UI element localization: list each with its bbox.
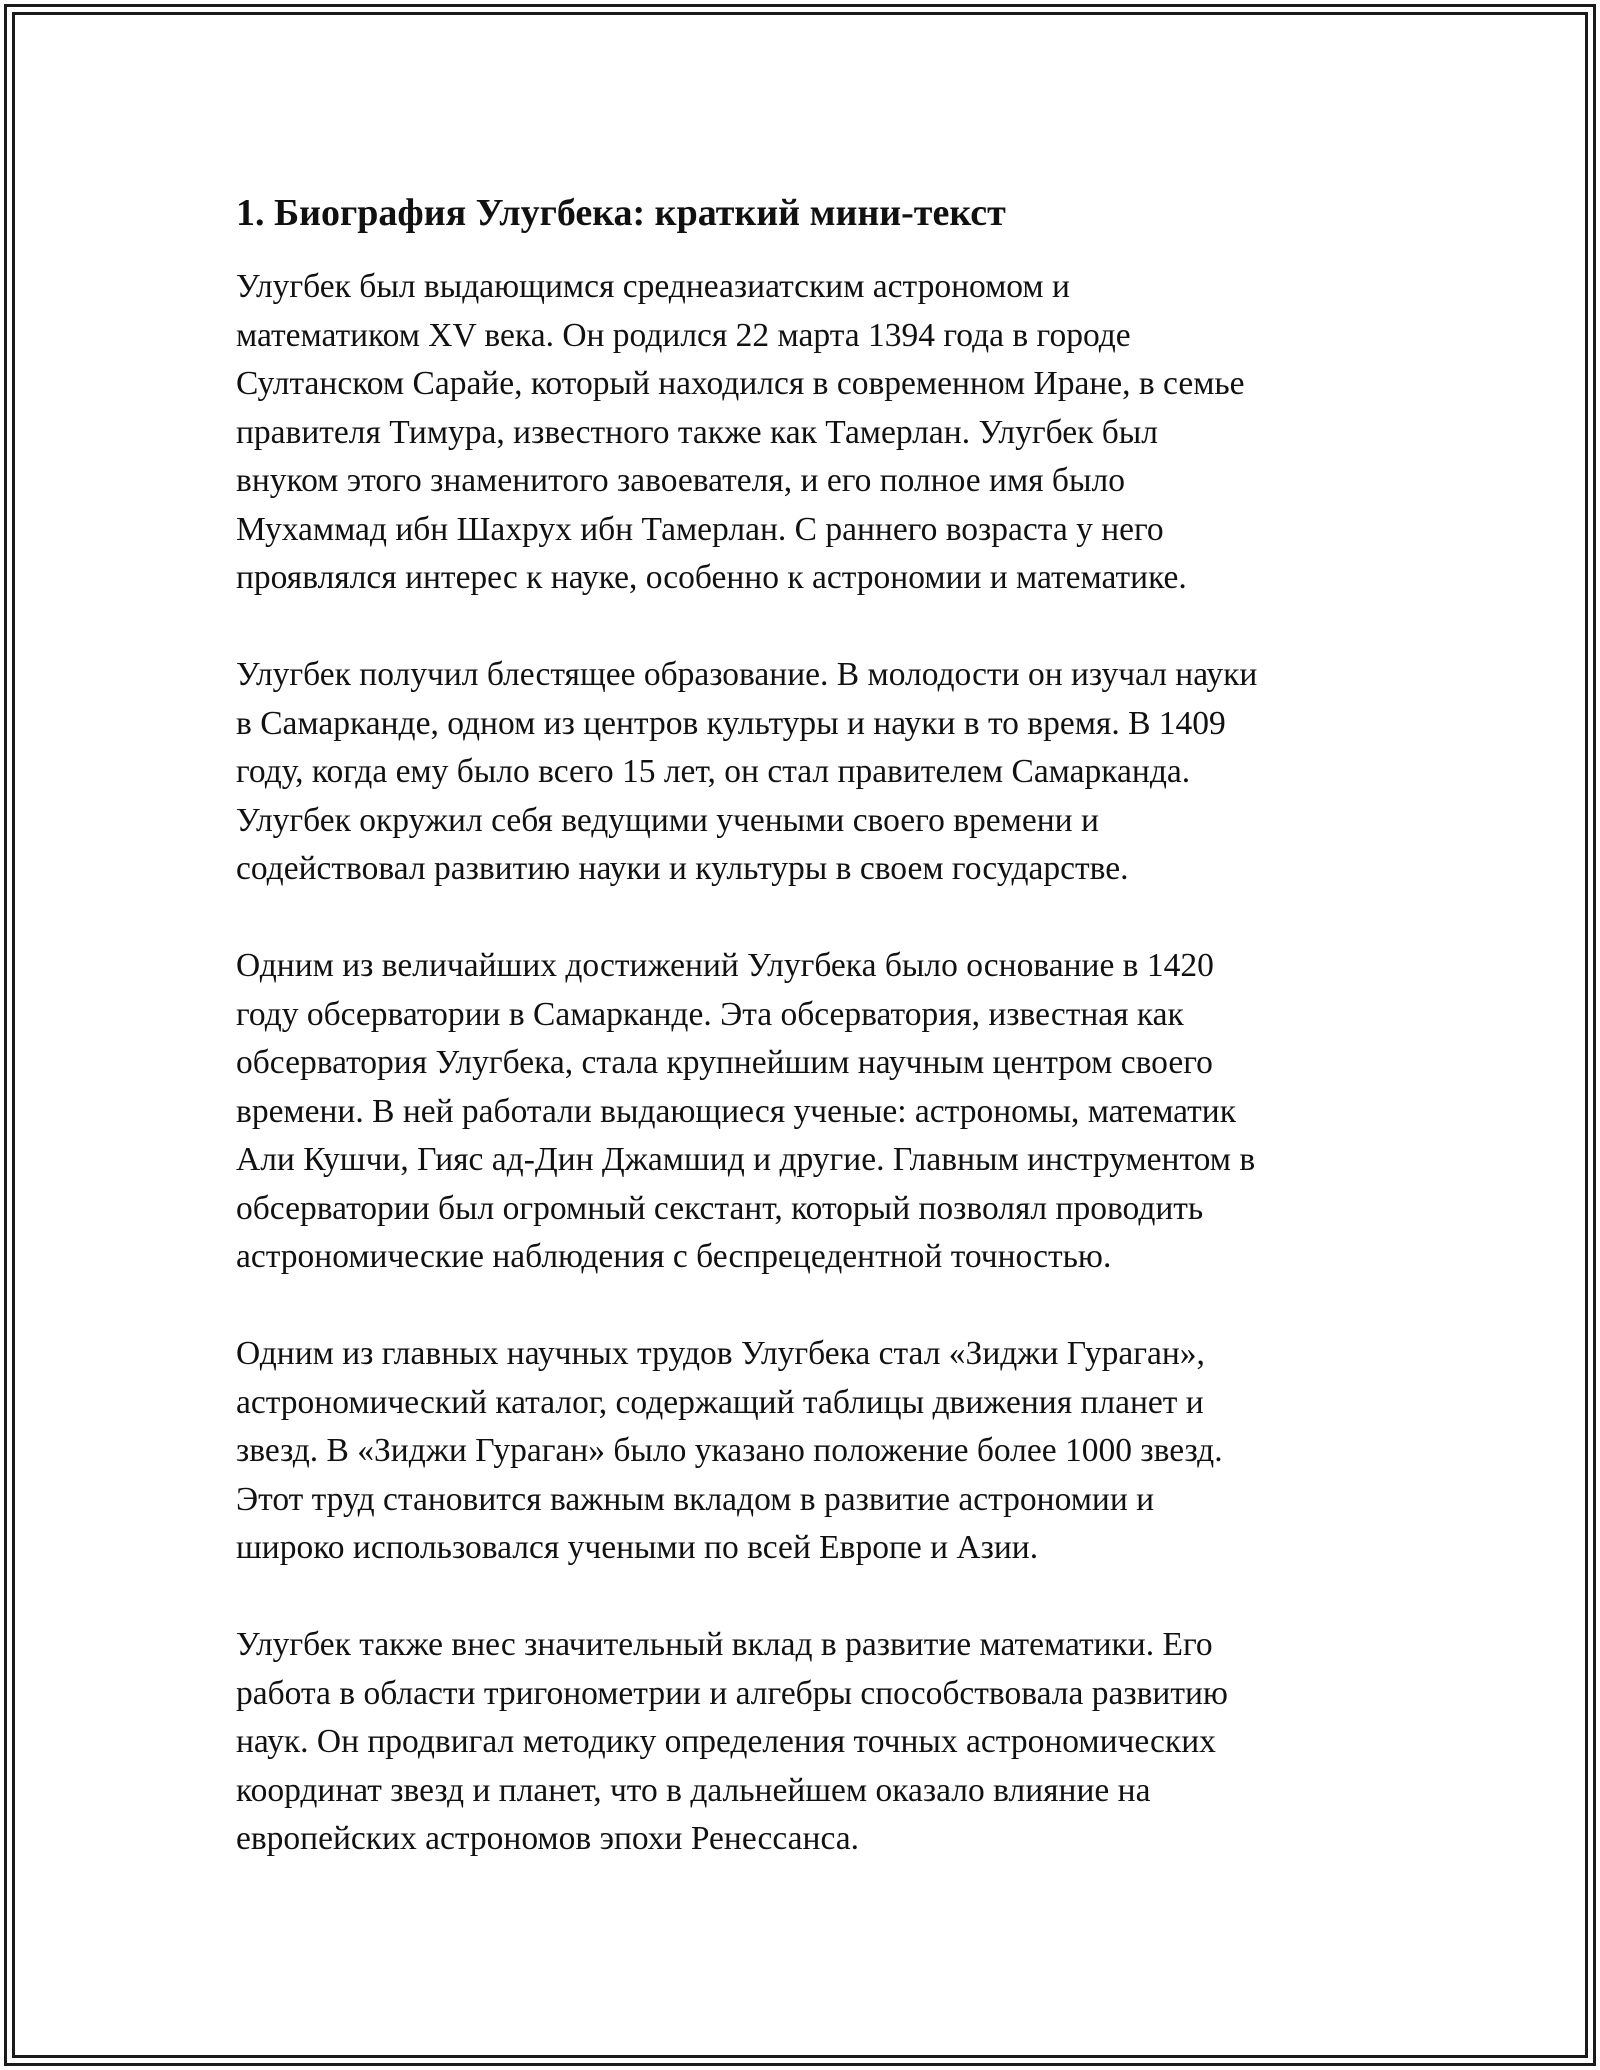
text-line: звезд. В «Зиджи Гураган» было указано положение более 1000 звезд. (236, 1432, 1223, 1469)
text-line: европейских астрономов эпохи Ренессанса. (236, 1820, 860, 1857)
paragraph-3 (236, 942, 1376, 1282)
text-line: проявлялся интерес к науке, особенно к астрономии и математике. (236, 559, 1187, 596)
paragraph-5 (236, 1621, 1376, 1864)
text-line: времени. В ней работали выдающиеся ученые: астрономы, математик (236, 1092, 1237, 1130)
document-title: 1. Биография Улугбека: краткий мини-текст (236, 192, 1006, 234)
text-line: астрономический каталог, содержащий таблицы движения планет и (236, 1383, 1204, 1421)
text-line: наук. Он продвигал методику определения точных астрономических (236, 1723, 1216, 1760)
text-line: Улугбек также внес значительный вклад в развитие математики. Его (236, 1626, 1213, 1663)
text-line: координат звезд и планет, что в дальнейшем оказало влияние на (236, 1771, 1151, 1809)
text-line: Улугбек получил блестящее образование. В молодости он изучал науки (236, 656, 1258, 693)
text-line: Али Кушчи, Гияс ад-Дин Джамшид и другие. Главным инструментом в (236, 1141, 1256, 1178)
text-line: Мухаммад ибн Шахрух ибн Тамерлан. С раннего возраста у него (236, 510, 1164, 548)
text-line: широко использовался учеными по всей Европе и Азии. (236, 1529, 1039, 1566)
text-line: астрономические наблюдения с беспрецедентной точностью. (236, 1238, 1112, 1275)
text-line: Этот труд становится важным вкладом в развитие астрономии и (236, 1480, 1155, 1518)
text-line: работа в области тригонометрии и алгебры способствовала развитию (236, 1674, 1228, 1712)
text-line: обсерватория Улугбека, стала крупнейшим научным центром своего (236, 1044, 1213, 1081)
text-line: Одним из главных научных трудов Улугбека стал «Зиджи Гураган», (236, 1335, 1205, 1372)
paragraph-2 (236, 651, 1376, 894)
text-line: обсерватории был огромный секстант, который позволял проводить (236, 1189, 1204, 1227)
text-line: правителя Тимура, известного также как Тамерлан. Улугбек был (236, 413, 1158, 451)
text-line: году обсерватории в Самарканде. Эта обсерватория, известная как (236, 995, 1184, 1033)
text-line: внуком этого знаменитого завоевателя, и его полное имя было (236, 462, 1125, 499)
text-line: Одним из величайших достижений Улугбека было основание в 1420 (236, 947, 1214, 984)
text-line: математиком XV века. Он родился 22 марта 1394 года в городе (236, 316, 1131, 354)
text-line: Улугбек окружил себя ведущими учеными своего времени и (236, 801, 1099, 839)
text-line: в Самарканде, одном из центров культуры и науки в то время. В 1409 (236, 704, 1226, 742)
document-body (236, 188, 1376, 1912)
text-line: Султанском Сарайе, который находился в современном Иране, в семье (236, 365, 1245, 402)
text-line: году, когда ему было всего 15 лет, он стал правителем Самарканда. (236, 753, 1191, 790)
paragraph-1 (236, 263, 1376, 603)
text-line: Улугбек был выдающимся среднеазиатским астрономом и (236, 268, 1070, 305)
text-line: содействовал развитию науки и культуры в своем государстве. (236, 850, 1129, 887)
paragraph-4 (236, 1330, 1376, 1573)
